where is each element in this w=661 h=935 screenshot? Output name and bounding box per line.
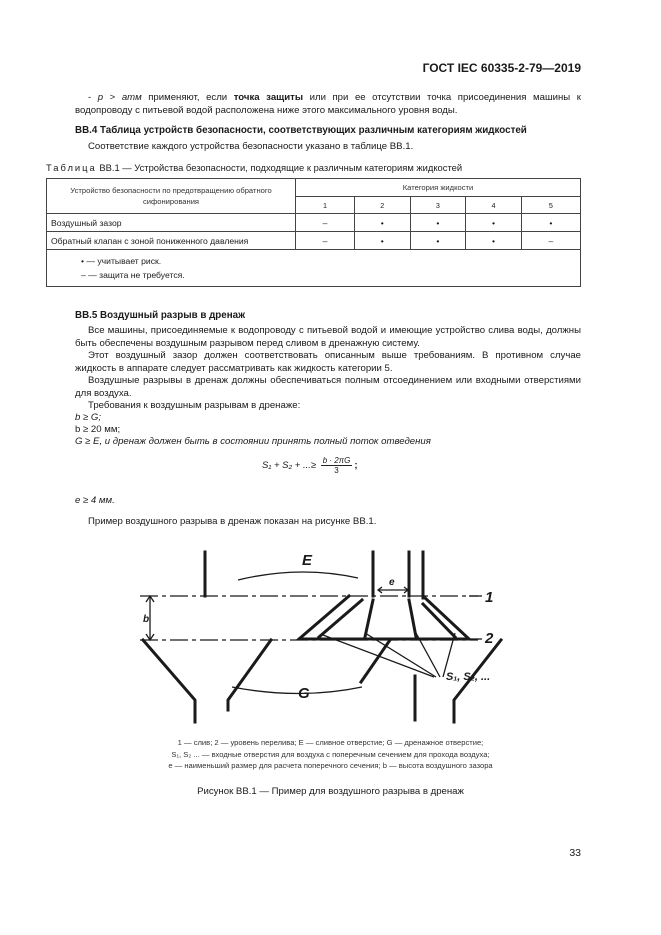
requirements-intro: Требования к воздушным разрывам в дренаже: [88, 400, 301, 411]
table-cell: • [466, 214, 522, 232]
table-cell: – [521, 232, 580, 250]
formula-lhs: S₁ + S₂ + ...≥ [262, 460, 317, 472]
g-bracket [232, 687, 362, 694]
formula-end: ; [354, 460, 358, 472]
label-2: 2 [485, 630, 494, 647]
lower-drain-mid-left [228, 640, 271, 710]
figure-legend [100, 737, 561, 772]
section-bb4-heading: ВВ.4 Таблица устройств безопасности, соответствующих различным категориям жидкостей [75, 125, 527, 136]
funnel-inner-left [319, 600, 362, 637]
bb5-paragraph-1: Все машины, присоединяемые к водопроводу с питьевой водой и имеющие устройство слива воды, должны быть обеспечены воздушным разрывом перед сливом в дренажную систему. [75, 325, 581, 349]
table-caption: Таблица ВВ.1 — Устройства безопасности, подходящие к различным категориям жидкостей [46, 162, 463, 173]
section-bb4-text: Соответствие каждого устройства безопасности указано в таблице ВВ.1. [88, 141, 414, 152]
requirement-3: G ≥ E, и дренаж должен быть в состоянии принять полный поток отведения [75, 436, 431, 447]
category-1: 1 [296, 197, 355, 214]
e-bracket [238, 572, 358, 580]
category-5: 5 [521, 197, 580, 214]
formula-numerator: b · 2πG [322, 456, 351, 465]
table-cell: • [410, 232, 466, 250]
table-cell: • [466, 232, 522, 250]
col-category-header: Категория жидкости [296, 179, 581, 197]
note-no-protection: – — защита не требуется. [81, 270, 185, 280]
legend-line-2: S₁, S₂ ... — входные отверстия для воздуха с поперечным сечением для прохода воздуха; [171, 749, 490, 759]
row-device-name: Обратный клапан с зоной пониженного давления [47, 232, 296, 250]
legend-line-1: 1 — слив; 2 — уровень перелива; E — сливное отверстие; G — дренажное отверстие; [177, 738, 484, 747]
lower-drain-left [143, 640, 195, 722]
intro-paragraph: - p > атм применяют, если точка защиты или при ее отсутствии точка присоединения машины к водопроводу с питьевой водой расположена ниже этого максимального уровня воды. [75, 92, 581, 116]
bb5-paragraph-3: Воздушные разрывы в дренаж должны обеспечиваться полным отсоединением или входными отверстиями для воздуха. [75, 375, 581, 399]
row-device-name: Воздушный зазор [47, 214, 296, 232]
table-cell: • [354, 232, 410, 250]
page-number: 33 [569, 847, 581, 859]
label-b: b [143, 614, 150, 625]
label-1: 1 [485, 589, 494, 606]
requirement-4: e ≥ 4 мм. [75, 495, 115, 506]
category-4: 4 [466, 197, 522, 214]
figure-reference: Пример воздушного разрыва в дренаж показан на рисунке ВВ.1. [88, 516, 377, 527]
table-cell: – [296, 232, 355, 250]
label-G: G [298, 685, 310, 702]
section-bb5-heading: ВВ.5 Воздушный разрыв в дренаж [75, 310, 246, 321]
category-2: 2 [354, 197, 410, 214]
label-E: E [302, 552, 313, 569]
formula-denominator: 3 [334, 466, 339, 475]
requirement-2: b ≥ 20 мм; [75, 424, 121, 435]
table-cell: – [296, 214, 355, 232]
table-cell: • [521, 214, 580, 232]
table-cell: • [410, 214, 466, 232]
label-S: S₁, S₂, ... [446, 671, 491, 683]
requirement-1: b ≥ G; [75, 412, 102, 423]
note-risk: • — учитывает риск. [81, 256, 162, 266]
bb5-paragraph-2: Этот воздушный зазор должен соответствовать описанным выше требованиям. В противном случае жидкость в аппарате следует рассматривать как жидкость категории 5. [75, 350, 581, 374]
document-code: ГОСТ IEC 60335-2-79—2019 [422, 61, 581, 75]
funnel-inner-mid-left [365, 600, 373, 637]
label-e: e [389, 577, 395, 588]
table-cell: • [354, 214, 410, 232]
col-device-header: Устройство безопасности по предотвращению обратного сифонирования [47, 179, 296, 214]
legend-line-3: e — наименьший размер для расчета поперечного сечения; b — высота воздушного зазора [168, 761, 493, 770]
category-3: 3 [410, 197, 466, 214]
funnel-inner-mid-right [409, 600, 416, 637]
figure-caption: Рисунок ВВ.1 — Пример для воздушного разрыва в дренаж [197, 786, 464, 797]
